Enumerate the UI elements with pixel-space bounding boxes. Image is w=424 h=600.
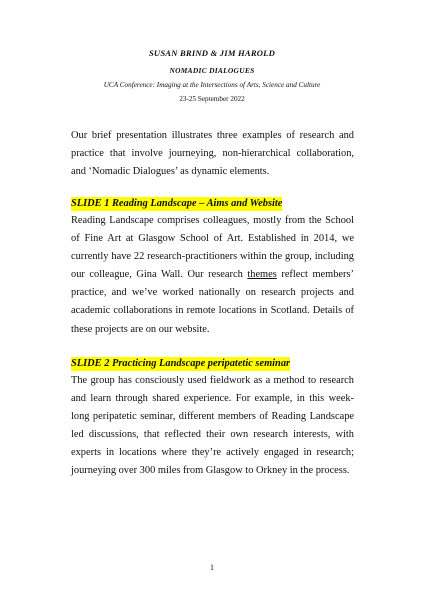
- authors-heading: SUSAN BRIND & JIM HAROLD: [148, 48, 276, 58]
- conference-dates: 23-25 September 2022: [179, 95, 245, 103]
- slide-1-text-part-2: reflect members’ practice, and we’ve worked nationally on research projects and academic collaborations in remote locations in Scotland. Details of these projects are on our website.: [71, 269, 354, 335]
- page-number: 1: [210, 563, 214, 572]
- slide-2-paragraph: The group has consciously used fieldwork as a method to research and learn through shared experience. For example, in this week-long peripatetic seminar, different members of Reading Landscape led discussions, that reflected their own research interests, with experts in locations where they’re actively engaged in research; journeying over 300 miles from Glasgow to Orkney in the process.: [71, 375, 354, 477]
- slide-1-paragraph: [71, 212, 354, 339]
- document-title: NOMADIC DIALOGUES: [169, 66, 255, 75]
- slide-2-heading: SLIDE 2 Practicing Landscape peripatetic seminar: [71, 358, 291, 369]
- conference-line: UCA Conference: Imaging at the Intersections of Arts, Science and Culture: [103, 81, 321, 89]
- slide-1-text-part-1: Reading Landscape comprises colleagues, mostly from the School of Fine Art at Glasgow School of Art. Established in 2014, we currently have 22 research-practitioners within the group, including our colleague, Gina Wall. Our research: [71, 215, 354, 281]
- slide-1-heading: SLIDE 1 Reading Landscape – Aims and Website: [71, 198, 283, 209]
- intro-paragraph: Our brief presentation illustrates three examples of research and practice that involve journeying, non-hierarchical collaboration, and ‘Nomadic Dialogues’ as dynamic elements.: [71, 130, 354, 178]
- underlined-word-themes: themes: [247, 269, 277, 281]
